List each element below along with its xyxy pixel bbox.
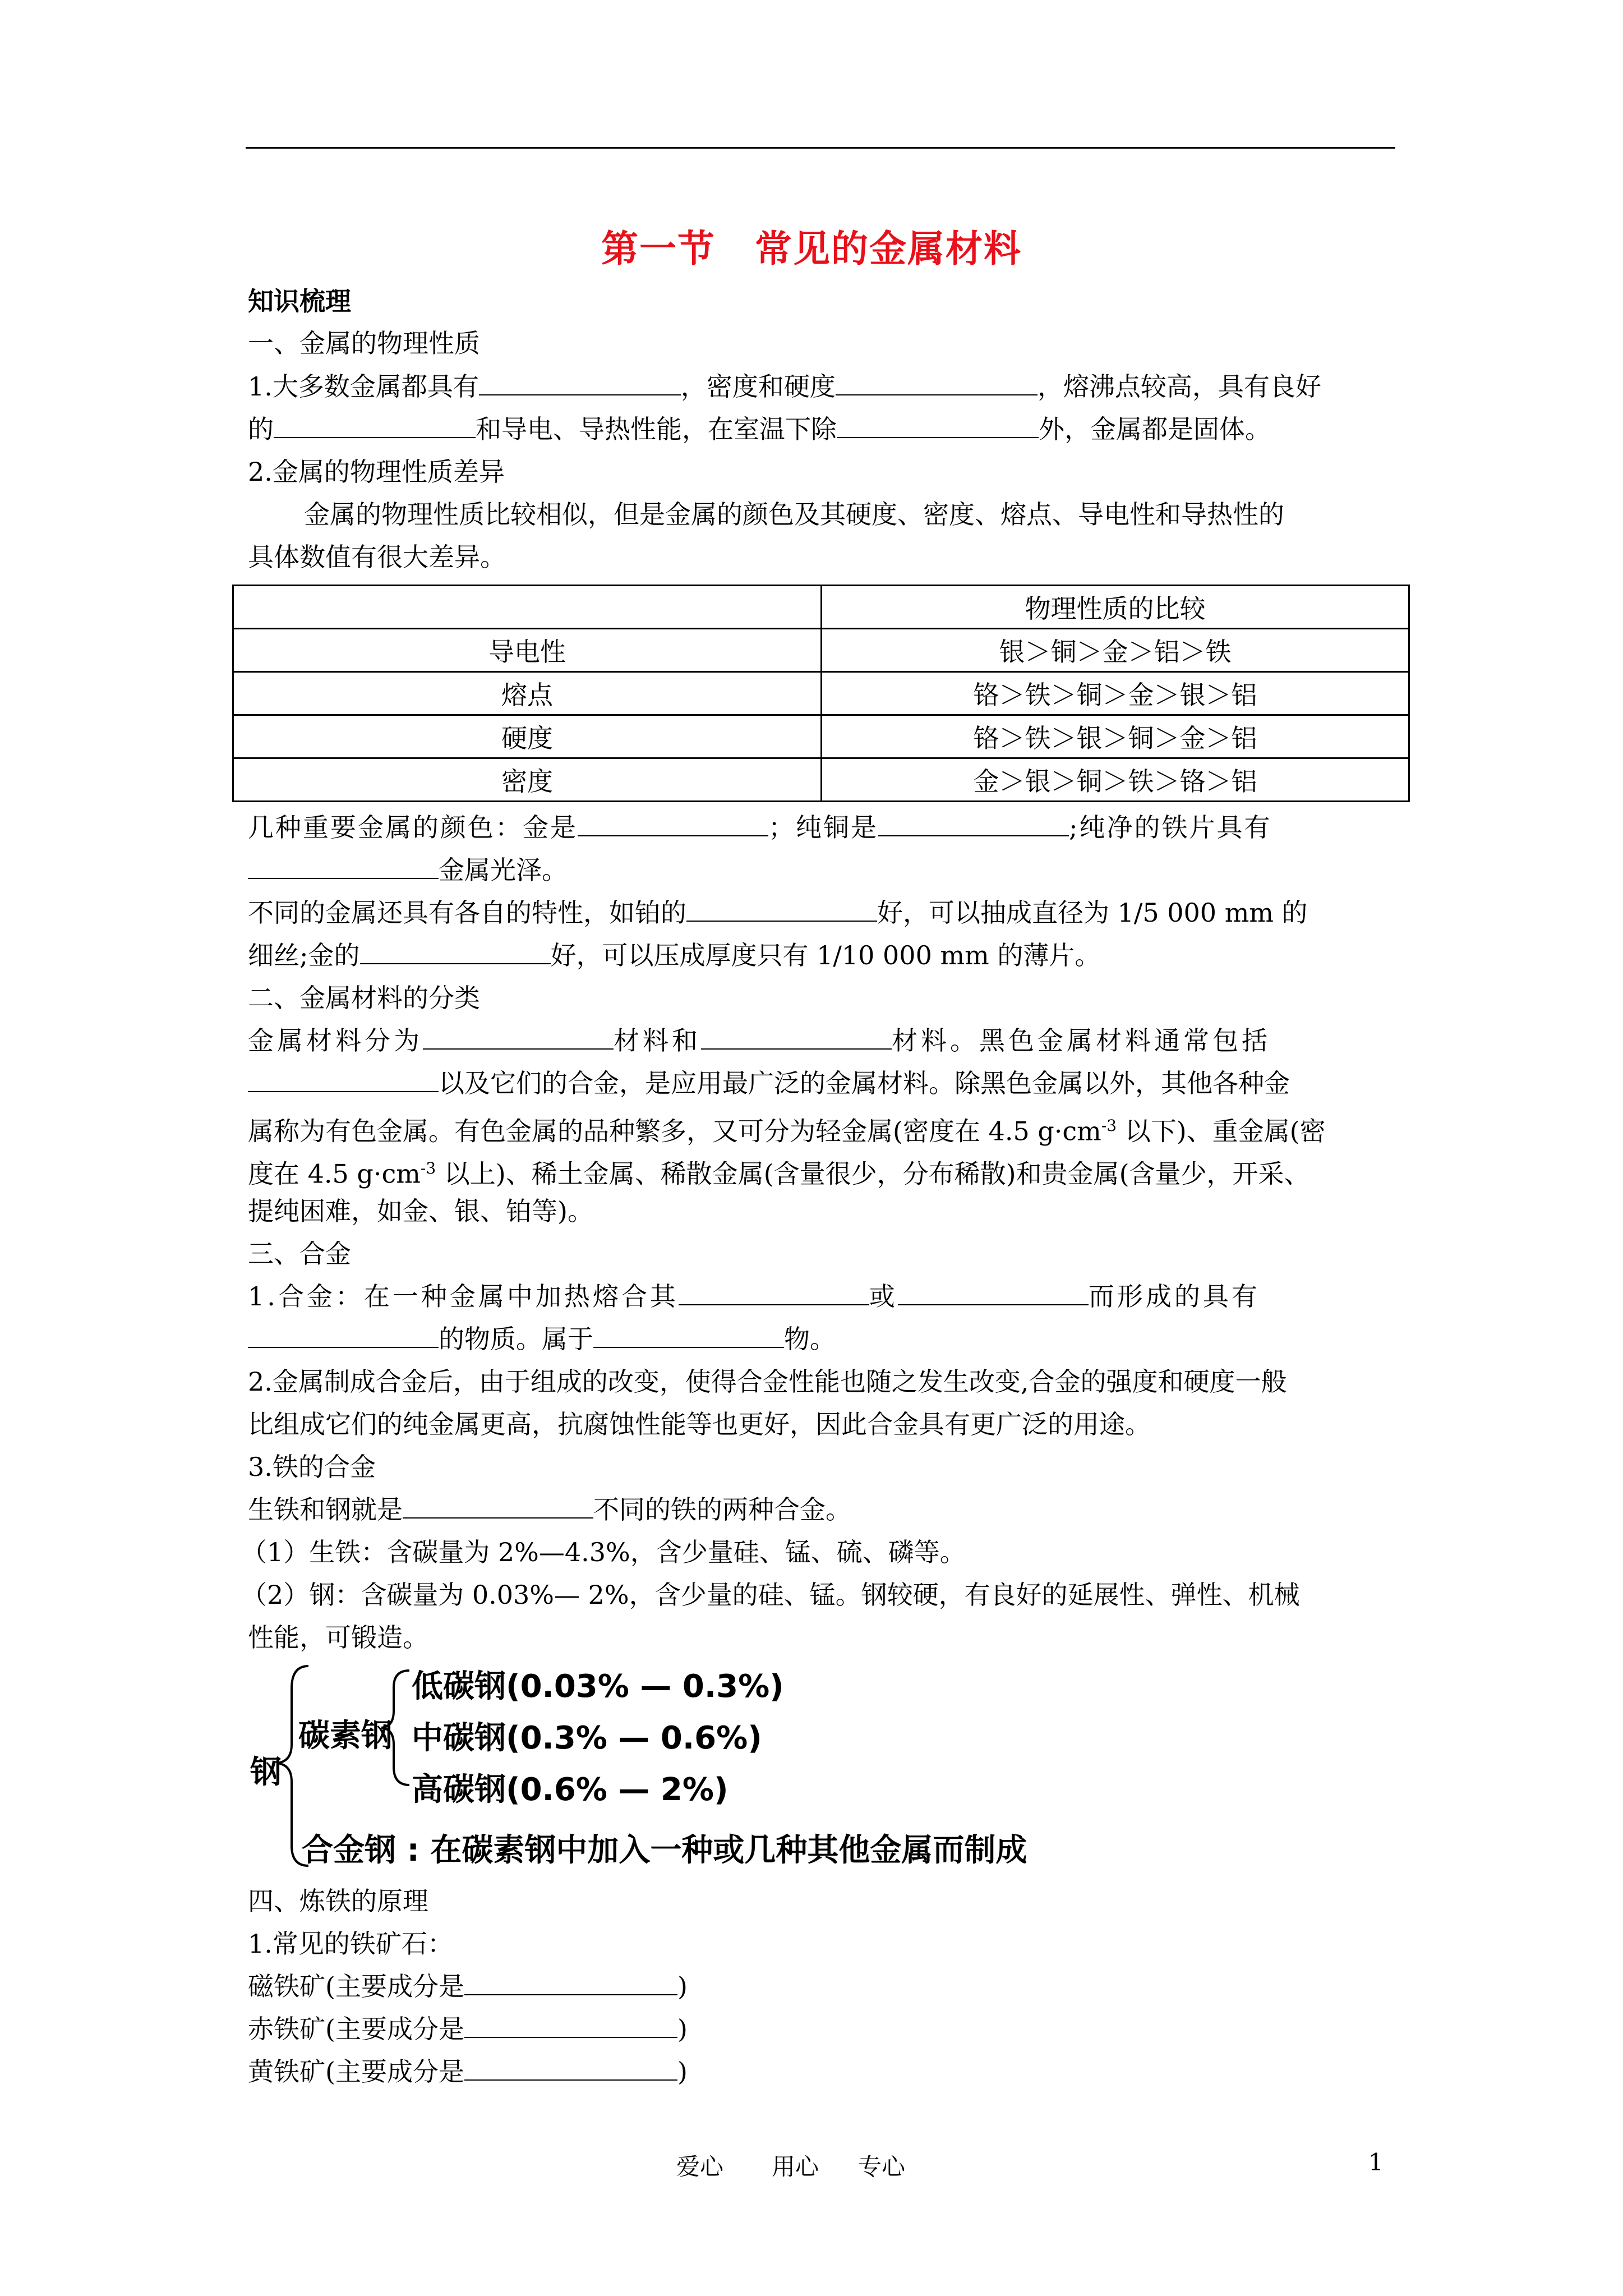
- page-number: 1: [1368, 2148, 1384, 2176]
- s1-p2-heading: 2.金属的物理性质差异: [248, 457, 505, 487]
- ore-magnetite: 磁铁矿(主要成分是 ): [248, 1971, 688, 2001]
- s1-heading: 一、金属的物理性质: [248, 328, 480, 358]
- blank[interactable]: [578, 813, 768, 836]
- properties-table: [232, 585, 1410, 802]
- ore-pyrite: 黄铁矿(主要成分是 ): [248, 2056, 688, 2087]
- blank[interactable]: [464, 2014, 677, 2038]
- table-row: [233, 715, 1409, 758]
- page-title: 第一节 常见的金属材料: [601, 227, 1022, 270]
- s1-p2-line2: 具体数值有很大差异。: [248, 542, 506, 572]
- blank[interactable]: [878, 813, 1069, 836]
- s3-heading: 三、合金: [248, 1239, 351, 1269]
- blank[interactable]: [248, 1324, 439, 1348]
- table-cell: 硬度: [233, 715, 822, 758]
- ore-hematite: 赤铁矿(主要成分是 ): [248, 2014, 688, 2044]
- blank[interactable]: [836, 372, 1038, 395]
- specialty-line2: 细丝;金的 好，可以压成厚度只有 1/10 000 mm 的薄片。: [248, 940, 1101, 970]
- blank[interactable]: [479, 372, 681, 395]
- colors-line1: 几种重要金属的颜色：金是 ；纯铜是 ;纯净的铁片具有: [248, 812, 1272, 843]
- table-cell: 金＞银＞铜＞铁＞铬＞铝: [822, 758, 1409, 802]
- table-row: [233, 586, 1409, 629]
- table-cell: 铬＞铁＞银＞铜＞金＞铝: [822, 715, 1409, 758]
- s4-p1: 1.常见的铁矿石：: [248, 1929, 453, 1959]
- table-cell: 铬＞铁＞铜＞金＞银＞铝: [822, 672, 1409, 715]
- table-cell: 密度: [233, 758, 822, 802]
- blank[interactable]: [679, 1282, 869, 1305]
- blank[interactable]: [464, 1972, 677, 1995]
- colors-line2: 金属光泽。: [248, 854, 568, 886]
- header-rule: [246, 147, 1395, 149]
- blank[interactable]: [898, 1282, 1089, 1305]
- s2-heading: 二、金属材料的分类: [248, 983, 480, 1013]
- table-row: [233, 758, 1409, 802]
- blank[interactable]: [686, 898, 877, 922]
- s3-p1-line1: 1.合金：在一种金属中加热熔合其 或 而形成的具有: [248, 1281, 1260, 1312]
- blank[interactable]: [248, 855, 439, 879]
- tree-root: 钢: [250, 1754, 282, 1791]
- s1-p1-line2: 的 和导电、导热性能，在室温下除 外，金属都是固体。: [248, 414, 1271, 444]
- s2-line4: 度在 4.5 $g\cdot cm^{-3}$ 以上)、稀土金属、稀散金属(含量很少，分布稀散)和贵金属(含量少，开采、: [248, 1158, 1310, 1189]
- blank[interactable]: [423, 1026, 614, 1050]
- steel-line2: 性能，可锻造。: [248, 1622, 428, 1653]
- blank[interactable]: [403, 1495, 593, 1519]
- tree-mid-carbon: 中碳钢(0.3% — 0.6%): [412, 1720, 762, 1756]
- tree-carbon-steel: 碳素钢: [298, 1718, 393, 1754]
- blank[interactable]: [837, 415, 1039, 438]
- specialty-line1: 不同的金属还具有各自的特性，如铂的 好，可以抽成直径为 1/5 000 mm 的: [248, 898, 1308, 928]
- s3-p2-line1: 2.金属制成合金后，由于组成的改变，使得合金性能也随之发生改变,合金的强度和硬度一般: [248, 1366, 1287, 1397]
- footer-word-1: 爱心: [676, 2153, 724, 2180]
- s1-p1-line1: 1.大多数金属都具有 ，密度和硬度 ，熔沸点较高，具有良好: [248, 371, 1321, 402]
- table-header: 物理性质的比较: [822, 586, 1409, 629]
- table-row: [233, 629, 1409, 672]
- blank[interactable]: [248, 1069, 439, 1092]
- s3-p2-line2: 比组成它们的纯金属更高，抗腐蚀性能等也更好，因此合金具有更广泛的用途。: [248, 1409, 1151, 1439]
- section-heading: 知识梳理: [248, 286, 351, 316]
- blank[interactable]: [360, 941, 551, 964]
- table-cell: 熔点: [233, 672, 822, 715]
- s2-line2: 以及它们的合金，是应用最广泛的金属材料。除黑色金属以外，其他各种金: [248, 1067, 1290, 1099]
- blank[interactable]: [701, 1026, 892, 1050]
- s3-p3-heading: 3.铁的合金: [248, 1452, 376, 1482]
- s2-line1: 金属材料分为 材料和 材料。黑色金属材料通常包括: [248, 1025, 1271, 1056]
- blank[interactable]: [464, 2057, 677, 2081]
- s3-p3-line: 生铁和钢就是 不同的铁的两种合金。: [248, 1494, 851, 1525]
- tree-high-carbon: 高碳钢(0.6% — 2%): [412, 1772, 728, 1808]
- blank[interactable]: [593, 1324, 784, 1348]
- s1-p2-line1: 金属的物理性质比较相似，但是金属的颜色及其硬度、密度、熔点、导电性和导热性的: [304, 499, 1284, 530]
- tree-alloy-steel: 合金钢 : 在碳素钢中加入一种或几种其他金属而制成: [302, 1832, 1027, 1869]
- table-cell: 导电性: [233, 629, 822, 672]
- steel-line1: （2）钢：含碳量为 0.03%— 2%，含少量的硅、锰。钢较硬，有良好的延展性、弹性、机械: [241, 1580, 1300, 1610]
- blank[interactable]: [274, 415, 476, 438]
- s4-heading: 四、炼铁的原理: [248, 1886, 428, 1916]
- table-cell: 银＞铜＞金＞铝＞铁: [822, 629, 1409, 672]
- footer-word-3: 专心: [858, 2153, 906, 2180]
- s2-line3: 属称为有色金属。有色金属的品种繁多，又可分为轻金属(密度在 4.5 $g\cdot cm^{-3}$ 以下)、重金属(密: [248, 1116, 1326, 1147]
- tree-low-carbon: 低碳钢(0.03% — 0.3%): [412, 1668, 784, 1705]
- s3-p1-line2: 的物质。属于 物。: [248, 1323, 836, 1355]
- footer-word-2: 用心: [772, 2153, 819, 2180]
- pig-iron-line: （1）生铁：含碳量为 2%—4.3%，含少量硅、锰、硫、磷等。: [241, 1537, 966, 1567]
- s2-line5: 提纯困难，如金、银、铂等)。: [248, 1196, 593, 1226]
- table-row: [233, 672, 1409, 715]
